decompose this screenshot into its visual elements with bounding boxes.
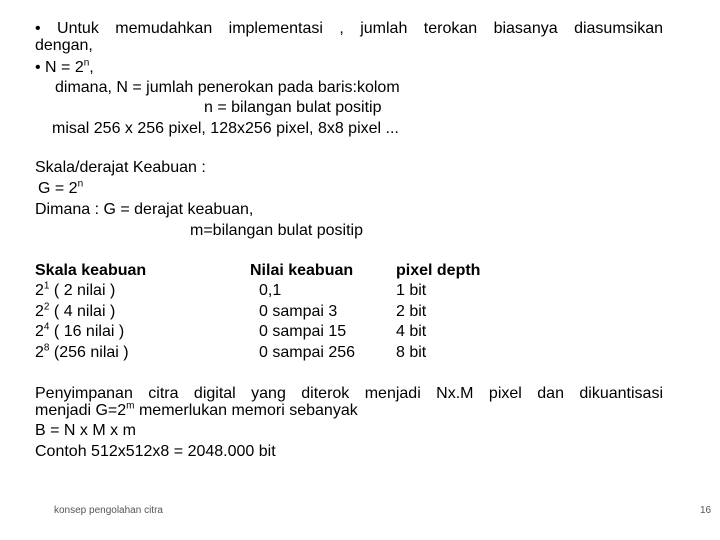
m-definition: m=bilangan bulat positip xyxy=(190,222,364,239)
table-row-depth: 8 bit xyxy=(396,344,427,361)
row-count: ( 4 nilai ) xyxy=(49,303,116,320)
table-row-range: 0 sampai 256 xyxy=(259,344,356,361)
table-row-depth: 2 bit xyxy=(396,303,427,320)
footer-label: konsep pengolahan citra xyxy=(54,505,163,516)
row-base: 2 xyxy=(35,282,44,299)
formula-g xyxy=(38,179,83,199)
storage-line-2-exponent: m xyxy=(126,400,135,412)
row-exponent: 4 xyxy=(43,321,50,333)
formula-n-base: • N = 2 xyxy=(35,59,84,76)
row-base: 2 xyxy=(35,303,44,320)
row-count: ( 16 nilai ) xyxy=(49,323,125,340)
formula-g-exponent: n xyxy=(77,178,84,190)
where-line: dimana, N = jumlah penerokan pada baris:kolom xyxy=(55,79,400,96)
formula-g-base: G = 2 xyxy=(38,180,78,197)
row-count: ( 2 nilai ) xyxy=(49,282,116,299)
table-row-range: 0 sampai 3 xyxy=(259,303,338,320)
intro-line-1: • Untuk memudahkan implementasi , jumlah terokan biasanya diasumsikan xyxy=(35,20,663,37)
table-row-scale xyxy=(35,281,115,301)
row-base: 2 xyxy=(35,344,44,361)
table-row-depth: 1 bit xyxy=(396,282,427,299)
table-row-range: 0 sampai 15 xyxy=(259,323,347,340)
table-row-scale xyxy=(35,343,129,363)
table-row-depth: 4 bit xyxy=(396,323,427,340)
intro-line-2: dengan, xyxy=(35,37,93,54)
storage-line-1: Penyimpanan citra digital yang diterok menjadi Nx.M pixel dan dikuantisasi xyxy=(35,385,663,402)
formula-n-suffix: , xyxy=(89,59,94,76)
row-exponent: 8 xyxy=(43,342,50,354)
row-exponent: 2 xyxy=(43,301,50,313)
row-base: 2 xyxy=(35,323,44,340)
storage-line-2-prefix: menjadi G=2 xyxy=(35,402,127,419)
formula-n xyxy=(35,58,94,78)
page-number: 16 xyxy=(700,505,712,516)
table-row-range: 0,1 xyxy=(259,282,282,299)
row-count: (256 nilai ) xyxy=(49,344,129,361)
storage-line-2-suffix: memerlukan memori sebanyak xyxy=(134,402,358,419)
storage-example: Contoh 512x512x8 = 2048.000 bit xyxy=(35,443,276,460)
example-sizes: misal 256 x 256 pixel, 128x256 pixel, 8x8 pixel ... xyxy=(52,120,399,137)
formula-n-exponent: n xyxy=(83,57,90,69)
n-definition: n = bilangan bulat positip xyxy=(204,99,382,116)
storage-formula: B = N x M x m xyxy=(35,422,136,439)
gray-heading: Skala/derajat Keabuan : xyxy=(35,159,206,176)
table-row-scale xyxy=(35,322,124,342)
gray-where-line: Dimana : G = derajat keabuan, xyxy=(35,201,254,218)
table-header-depth: pixel depth xyxy=(396,262,481,279)
table-header-value: Nilai keabuan xyxy=(250,262,354,279)
row-exponent: 1 xyxy=(43,280,50,292)
table-row-scale xyxy=(35,302,115,322)
table-header-scale: Skala keabuan xyxy=(35,262,147,279)
storage-line-2 xyxy=(35,401,358,421)
